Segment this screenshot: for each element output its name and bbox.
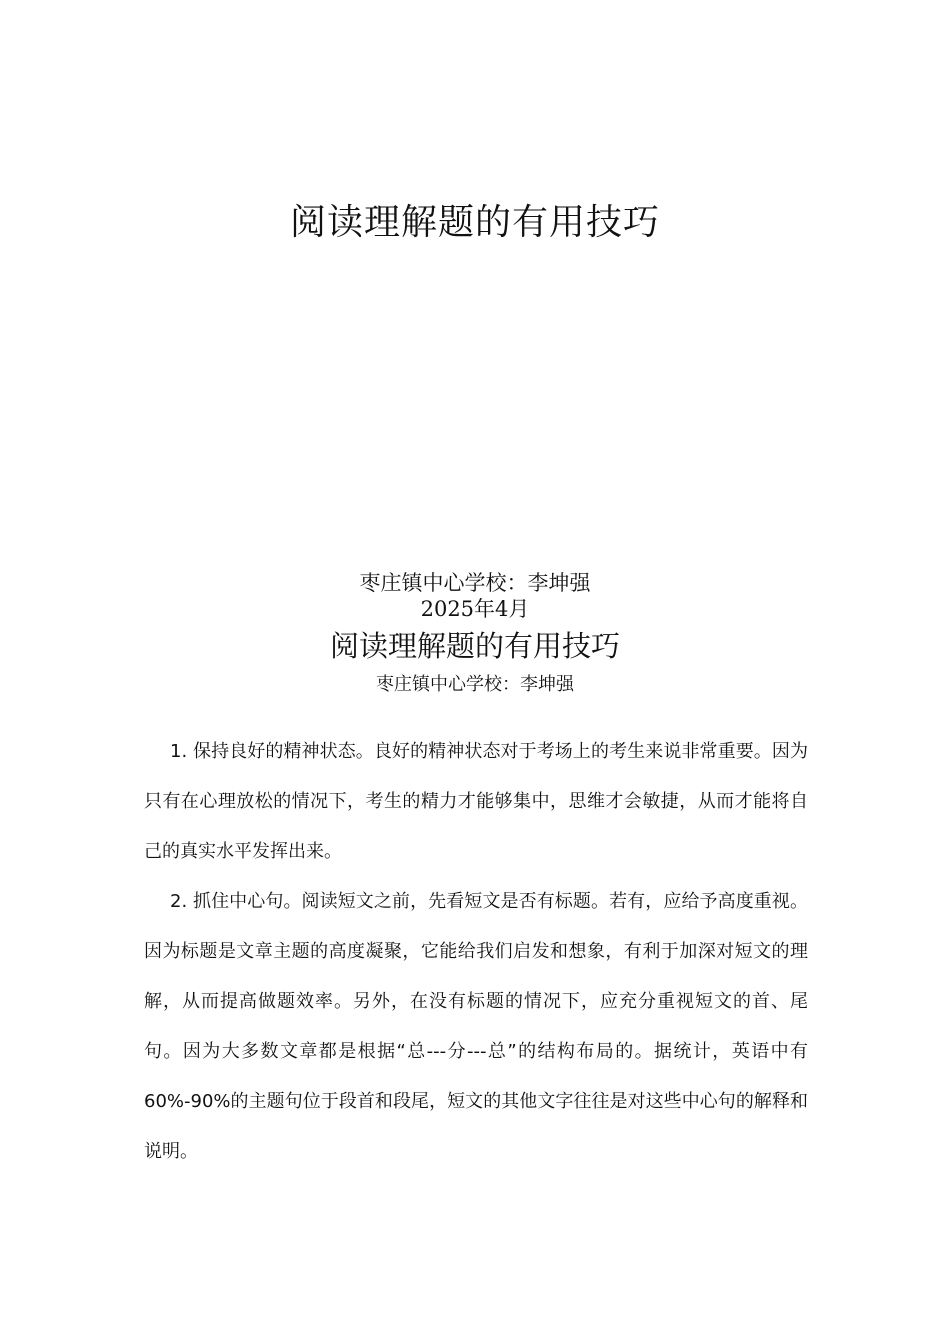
- paragraph-2: 2. 抓住中心句。阅读短文之前，先看短文是否有标题。若有，应给予高度重视。因为标题是文章主题的高度凝聚，它能给我们启发和想象，有利于加深对短文的理解，从而提高做题效率。另外，在没有标题的情况下，应充分重视短文的首、尾句。因为大多数文章都是根据“总---分---总”的结构布局的。据统计，英语中有60%-90%的主题句位于段首和段尾，短文的其他文字往往是对这些中心句的解释和说明。: [144, 891, 808, 1162]
- article-author: 枣庄镇中心学校：李坤强: [376, 674, 574, 695]
- article-title: 阅读理解题的有用技巧: [329, 629, 620, 663]
- cover-author: 枣庄镇中心学校：李坤强: [359, 571, 591, 595]
- cover-date: 2025年4月: [420, 597, 530, 621]
- cover-title: 阅读理解题的有用技巧: [289, 202, 660, 243]
- paragraph-1: 1. 保持良好的精神状态。良好的精神状态对于考场上的考生来说非常重要。因为只有在心理放松的情况下，考生的精力才能够集中，思维才会敏捷，从而才能将自己的真实水平发挥出来。: [144, 741, 808, 862]
- article-body: [144, 727, 808, 1177]
